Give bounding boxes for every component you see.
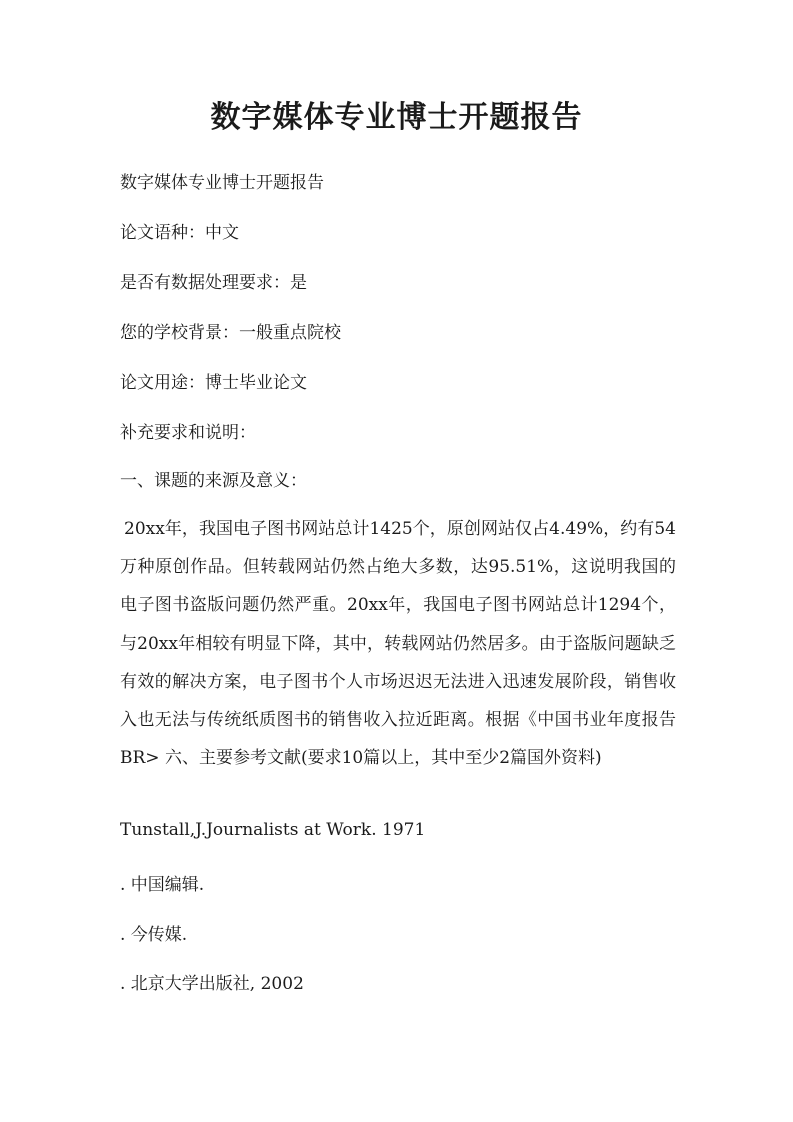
field-data-processing: 是否有数据处理要求：是 <box>120 273 307 293</box>
body-paragraph: 20xx年，我国电子图书网站总计1425个，原创网站仅占4.49%，约有54万种原创作品。但转载网站仍然占绝大多数，达95.51%，这说明我国的电子图书盗版问题仍然严重。20xx年，我国电子图书网站总计1294个，与20xx年相较有明显下降，其中，转载网站仍然居多。由于盗版问题缺乏有效的解决方案，电子图书个人市场迟迟无法进入迅速发展阶段，销售收入也无法与传统纸质图书的销售收入拉近距离。根据《中国书业年度报告BR> 六、主要参考文献(要求10篇以上，其中至少2篇国外资料) <box>120 519 676 769</box>
document-subtitle: 数字媒体专业博士开题报告 <box>120 173 324 193</box>
reference-item: . 北京大学出版社, 2002 <box>120 974 304 994</box>
reference-item: Tunstall,J.Journalists at Work. 1971 <box>120 820 426 840</box>
section-heading-origin-significance: 一、课题的来源及意义： <box>120 471 307 491</box>
field-purpose: 论文用途：博士毕业论文 <box>120 373 307 393</box>
document-title: 数字媒体专业博士开题报告 <box>210 100 583 135</box>
field-additional-requirements: 补充要求和说明： <box>120 423 256 443</box>
reference-item: . 中国编辑. <box>120 875 205 895</box>
reference-item: . 今传媒. <box>120 925 188 945</box>
field-language: 论文语种：中文 <box>120 223 239 243</box>
field-school-background: 您的学校背景：一般重点院校 <box>120 323 341 343</box>
